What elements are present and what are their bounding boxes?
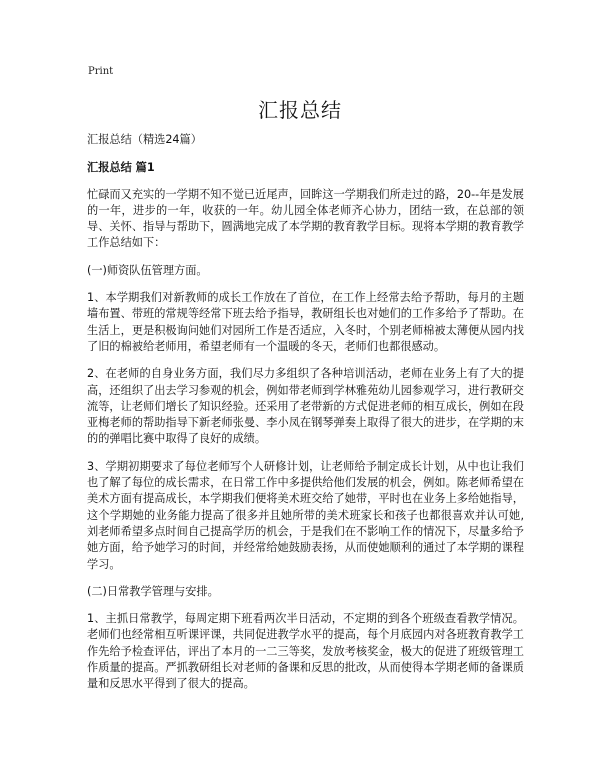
paragraph-teaching-1: 1、主抓日常教学，每周定期下班看两次半日活动，不定期的到各个班级查看教学情况。老师们也经常相互听课评课，共同促进教学水平的提高，每个月底园内对各班教育教学工作先给予检查评估，评出了本月的一二三等奖，发放考核奖金，极大的促进了班级管理工作质量的提高。严抓教研组长对老师的备课和反思的批改，从而使得本学期老师的备课质量和反思水平得到了很大的提高。	[87, 612, 524, 691]
print-link[interactable]: Print	[88, 66, 114, 77]
paragraph-intro: 忙碌而又充实的一学期不知不觉已近尾声，回眸这一学期我们所走过的路，20--年是发展的一年，进步的一年，收获的一年。幼儿园全体老师齐心协力，团结一致，在总部的领导、关怀、指导与帮助下，圆满地完成了本学期的教育教学目标。现将本学期的教育教学工作总结如下：	[87, 187, 524, 250]
page-title: 汇报总结	[258, 98, 342, 122]
paragraph-staff-3: 3、学期初期要求了每位老师写个人研修计划，让老师给予制定成长计划，从中也让我们也了解了每位的成长需求，在日常工作中多提供给他们发展的机会，例如。陈老师希望在美术方面有提高成长，本学期我们便将美术班交给了她带，平时也在业务上多给她指导，这个学期她的业务能力提高了很多并且她所带的美术班家长和孩子也都很喜欢并认可她,刘老师希望多点时间自己提高学历的机会，于是我们在不影响工作的情况下，尽量多给予她方面，给予她学习的时间，并经常给她鼓励表扬，从而使她顺利的通过了本学期的课程学习。	[87, 459, 524, 571]
document-body	[87, 132, 524, 704]
document-subtitle: 汇报总结（精选24篇）	[87, 133, 202, 146]
paragraph-staff-2: 2、在老师的自身业务方面，我们尽力多组织了各种培训活动，老师在业务上有了大的提高，还组织了出去学习参观的机会，例如带老师到学林雅苑幼儿园参观学习，进行教研交流等，让老师们增长了知识经验。还采用了老带新的方式促进老师的相互成长，例如在段亚梅老师的帮助指导下新老师张曼、李小凤在钢琴弹奏上取得了很大的进步，在学期的末的的弹唱比赛中取得了良好的成绩。	[87, 367, 524, 446]
paragraph-staff-1: 1、本学期我们对新教师的成长工作放在了首位，在工作上经常去给予帮助，每月的主题墙布置、带班的常规等经常下班去给予指导，教研组长也对她们的工作多给予了帮助。在生活上，更是积极询问她们对园所工作是否适应，入冬时，个别老师棉被太薄便从园内找了旧的棉被给老师用，希望老师有一个温暖的冬天，老师们也都很感动。	[87, 291, 524, 353]
paragraph-heading-staff: (一)师资队伍管理方面。	[87, 263, 208, 277]
paragraph-heading-teaching: (二)日常教学管理与安排。	[87, 584, 219, 598]
section-heading: 汇报总结 篇1	[87, 161, 155, 175]
